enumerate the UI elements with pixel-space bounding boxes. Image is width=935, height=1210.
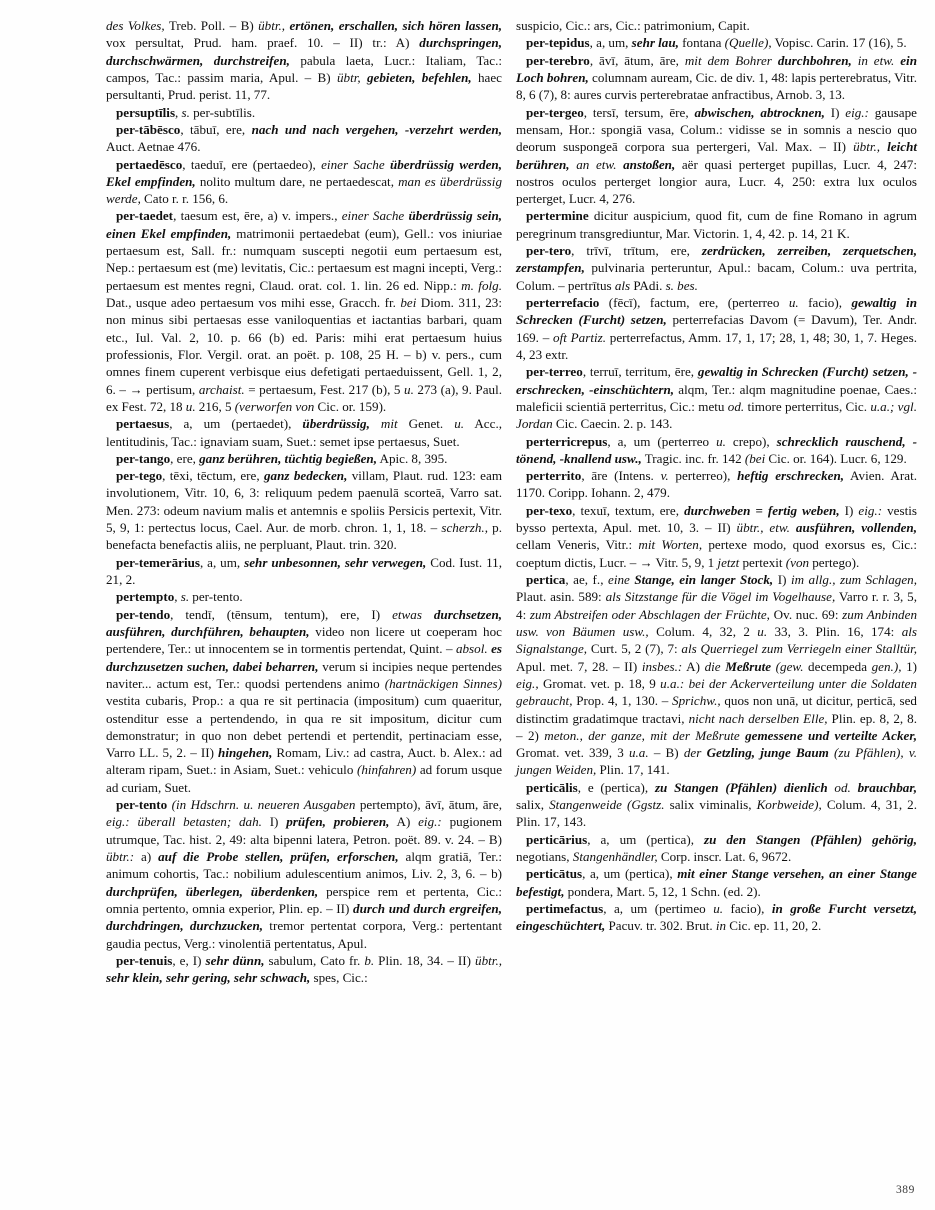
entry-perterrito: perterrito, āre (Intens. v. perterreo), heftig erschrecken, Avien. Arat. 1170. Coripp. Iohann. 2, 479.	[516, 468, 918, 501]
entry-pertica: pertica, ae, f., eine Stange, ein langer Stock, I) im allg., zum Schlagen, Plaut. asin. 589: als Sitzstange für die Vögel im Vogelhause, Varro r. r. 3, 5, 4: zum Abstreifen oder Abschlagen der Früchte, Ov. nuc. 69: zum Anbinden usw. von Bäumen usw., Colum. 4, 32, 2 u. 33, 3. Plin. 16, 174: als Signalstange, Curt. 5, 2 (7), 7: als Querriegel zum Verriegeln einer Stalltür, Apul. met. 7, 28. – II) insbes.: A) die Meßrute (gew. decempeda gen.), 1) eig., Gromat. vet. p. 18, 9 u.a.: bei der Ackerverteilung unter die Soldaten gebraucht, Prop. 4, 1, 130. – Sprichw., quos non unā, ut dicitur, perticā, sed distinctim gradatimque tractavi, nicht nach derselben Elle, Plin. ep. 8, 2, 8. – 2) meton., der ganze, mit der Meßrute gemessene und verteilte Acker, Gromat. vet. 339, 3 u.a. – B) der Getzling, junge Baum (zu Pfählen), v. jungen Weiden, Plin. 17, 141.	[516, 572, 918, 778]
entry-pertermine: pertermine dicitur auspicium, quod fit, cum de fine Romano in agrum peregrinum transgrediuntur, Mar. Victorin. 1, 4, 42. p. 14, 21 K.	[516, 208, 917, 241]
entry-per-tergeo: per-tergeo, tersī, tersum, ēre, abwischen, abtrocknen, I) eig.: gausape mensam, Hor.: spongiā vasa, Colum.: vidisse se in somnis a nescio quo deorum suspongeā corpora sua pertergeri, Val. Max. – II) übtr., leicht berühren, an etw. anstoßen, aër quasi perterget pupillas, Lucr. 4, 247: nostros oculos perterget longior aura, Lucr. 4, 250: extra lux oculos perterget, Lucr. 4, 276.	[516, 104, 918, 207]
entry-pertaesus: pertaesus, a, um (pertaedet), überdrüssig, mit Genet. u. Acc., lentitudinis, Tac.: ignaviam suam, Suet.: semet ipse pertaesus, Suet.	[106, 416, 503, 449]
entry-pertimefactus: pertimefactus, a, um (pertimeo u. facio), in große Furcht versetzt, eingeschüchtert, Pacuv. tr. 302. Brut. in Cic. ep. 11, 20, 2.	[516, 900, 917, 934]
entry-perterricrepus: perterricrepus, a, um (perterreo u. crepo), schrecklich rauschend, -tönend, -knallend usw., Tragic. inc. fr. 142 (bei Cic. or. 164). Lucr. 6, 129.	[516, 433, 917, 466]
entry-pertaedesco: pertaedēsco, taeduī, ere (pertaedeo), einer Sache überdrüssig werden, Ekel empfinden, nolito multum dare, ne pertaedescat, man es überdrüssig werde, Cato r. r. 156, 6.	[106, 156, 503, 207]
entry-per-terebro: per-terebro, āvī, ātum, āre, mit dem Bohrer durchbohren, in etw. ein Loch bohren, columnam auream, Cic. de div. 1, 48: lapis perterebratus, Vitr. 8, 6 (7), 8: aures curvis perterebratae anfractibus, Arnob. 3, 13.	[516, 52, 917, 103]
left-column	[106, 17, 502, 987]
entry-per-tero: per-tero, trīvī, trītum, ere, zerdrücken, zerreiben, zerquetschen, zerstampfen, pulvinaria perteruntur, Apul.: bacam, Colum.: uva pertrita, Colum. – pertrītus als PAdi. s. bes.	[516, 243, 917, 293]
entry-perterrefacio: perterrefacio (fēcī), factum, ere, (perterreo u. facio), gewaltig in Schrecken (Furcht) setzen, perterrefacias Davom (= Davum), Ter. Andr. 169. – oft Partiz. perterrefactus, Amm. 17, 1, 17; 28, 1, 48; 30, 1, 7. Heges. 4, 23 extr.	[516, 295, 917, 362]
entry-perticalis: perticālis, e (pertica), zu Stangen (Pfählen) dienlich od. brauchbar, salix, Stangenweide (Ggstz. salix viminalis, Korbweide), Colum. 4, 31, 2. Plin. 17, 143.	[516, 779, 918, 830]
entry-per-terreo: per-terreo, terruī, territum, ēre, gewaltig in Schrecken (Furcht) setzen, -erschrecken, -einschüchtern, alqm, Ter.: alqm magnitudine poenae, Caes.: maleficii scientiā perterritus, Cic.: metu od. timore perterritus, Cic. u.a.; vgl. Jordan Cic. Caecin. 2. p. 143.	[516, 364, 917, 432]
page-number: 389	[895, 1184, 915, 1196]
entry-per-tepidus: per-tepidus, a, um, sehr lau, fontana (Quelle), Vopisc. Carin. 17 (16), 5.	[526, 35, 907, 51]
entry-perticarius: perticārius, a, um (pertica), zu den Stangen (Pfählen) gehörig, negotians, Stangenhändler, Corp. inscr. Lat. 6, 9672.	[516, 831, 917, 864]
entry-per-tenuis: per-tenuis, e, I) sehr dünn, sabulum, Cato fr. b. Plin. 18, 34. – II) übtr., sehr klein, sehr gering, sehr schwach, spes, Cic.:	[106, 952, 503, 986]
entry-per-tenuis-continued: suspicio, Cic.: ars, Cic.: patrimonium, Capit.	[516, 18, 750, 33]
entry-pertempto: pertempto, s. per-tento.	[116, 589, 243, 605]
entry-per-tango: per-tango, ere, ganz berühren, tüchtig begießen, Apic. 8, 395.	[116, 450, 448, 466]
entry-per-temerarius: per-temerārius, a, um, sehr unbesonnen, sehr verwegen, Cod. Iust. 11, 21, 2.	[106, 554, 503, 587]
entry-per-tego: per-tego, tēxi, tēctum, ere, ganz bedecken, villam, Plaut. rud. 123: eam involutionem, Vitr. 10, 6, 3: reliquum pedem paenulā scorteā, Varro sat. Men. 273: odeum navium malis et antemnis e spoliis Persicis pertexit, Vitr. 5, 9, 1: pertectus locus, Cael. Aur. de morb. chron. 1, 1, 18. – scherzh., p. benefacta benefactis aliis, ne perpluant, Plaut. trin. 320.	[106, 468, 503, 553]
entry-perticatus: perticātus, a, um (pertica), mit einer Stange versehen, an einer Stange befestigt, pondera, Mart. 5, 12, 1 Schn. (ed. 2).	[516, 866, 917, 899]
right-column	[516, 17, 917, 935]
entry-persuptilis: persuptīlis, s. per-subtīlis.	[116, 104, 256, 120]
entry-persulto-continued: des Volkes, Treb. Poll. – B) übtr., ertönen, erschallen, sich hören lassen, vox persultat, Prud. ham. praef. 10. – II) tr.: A) durchspringen, durchschwärmen, durchstreifen, pabula laeta, Lucr.: Italiam, Tac.: campos, Tac.: passim maria, Apul. – B) übtr, gebieten, befehlen, haec persultanti, Prud. perist. 11, 77.	[106, 18, 503, 103]
entry-per-tabesco: per-tābēsco, tābuī, ere, nach und nach vergehen, -verzehrt werden, Auct. Aetnae 476.	[106, 121, 502, 155]
entry-per-texo: per-texo, texuī, textum, ere, durchweben = fertig weben, I) eig.: vestis bysso pertexta, Apul. met. 10, 3. – II) übtr., etw. ausführen, vollenden, cellam Veneris, Vitr.: mit Worten, pertexe modo, quod exorsus es, Cic.: coeptum dictis, Lucr. – → Vitr. 5, 9, 1 jetzt pertexit (von pertego).	[516, 502, 918, 570]
entry-per-taedet: per-taedet, taesum est, ēre, a) v. impers., einer Sache überdrüssig sein, einen Ekel empfinden, matrimonii pertaedebat (eum), Gell.: vos iniuriae pertaesum est, Sall. fr.: numquam suscepti negotii eum pertaesum est, Nep.: pertaesum est (me) levitatis, Cic.: pertaesum est magni incepti, Verg.: pertaesum est mentes regni, Claud. orat. col. 1. lin. 26 ed. Nipp.: m. folg. Dat., usque adeo pertaesum vos mihi esse, Gracch. fr. bei Diom. 311, 23: non minus sibi pertaesas esse vaniloquentias et iactantias barbari, quam etc., Iul. Val. 2, 10. p. 66 (b) ed. Paris: mihi erat pertaesum huius professionis, Flor. Vergil. orat. an poët. p. 108, 25 H. – b) v. pers., cum omnes finem cuperent verbisque eius defetigati pertaeduissent, Gell. 1, 2, 6. – → pertisum, archaist. = pertaesum, Fest. 217 (b), 5 u. 273 (a), 9. Paul. ex Fest. 72, 18 u. 216, 5 (verworfen von Cic. or. 159).	[106, 208, 503, 414]
entry-per-tento: per-tento (in Hdschrn. u. neueren Ausgaben pertempto), āvī, ātum, āre, eig.: überall betasten; dah. I) prüfen, probieren, A) eig.: pugionem utrumque, Tac. hist. 2, 49: alta bipenni latera, Petron. poët. 89. v. 24. – B) übtr.: a) auf die Probe stellen, prüfen, erforschen, alqm gratiā, Ter.: animum cohortis, Tac.: nobilium adulescentium animos, Liv. 2, 3, 6. – b) durchprüfen, überlegen, überdenken, perspice rem et pertenta, Cic.: omnia pertento, omnia experior, Plin. ep. – II) durch und durch ergreifen, durchdringen, durchzucken, tremor pertentat corpora, Verg.: pertentant gaudia pectus, Verg.: vinolentiā pertentatus, Apul.	[106, 797, 503, 951]
entry-per-tendo: per-tendo, tendī, (tēnsum, tentum), ere, I) etwas durchsetzen, ausführen, durchführen, behaupten, video non licere ut coeperam hoc pertendere, Ter.: ut innocentem se in tormentis pertendat, Quint. – absol. es durchzusetzen suchen, dabei beharren, verum si incipies neque pertendes naviter... actum est, Ter.: quodsi pertendens animo (hartnäckigen Sinnes) vestita cubaris, Prop.: a qua re sit pertinacia (impositum) cum quaeritur, ostenditur esse a pertendendo, in qua re sit impositum, dicitur cum demonstratur; in quo non debet pertendi et pertendit, pertinaciam esse, Varro LL. 5, 2. – II) hingehen, Romam, Liv.: ad castra, Auct. b. Alex.: ad alteram ripam, Suet.: in Asiam, Suet.: vehiculo (hinfahren) ad forum usque ad curiam, Suet.	[106, 606, 503, 795]
